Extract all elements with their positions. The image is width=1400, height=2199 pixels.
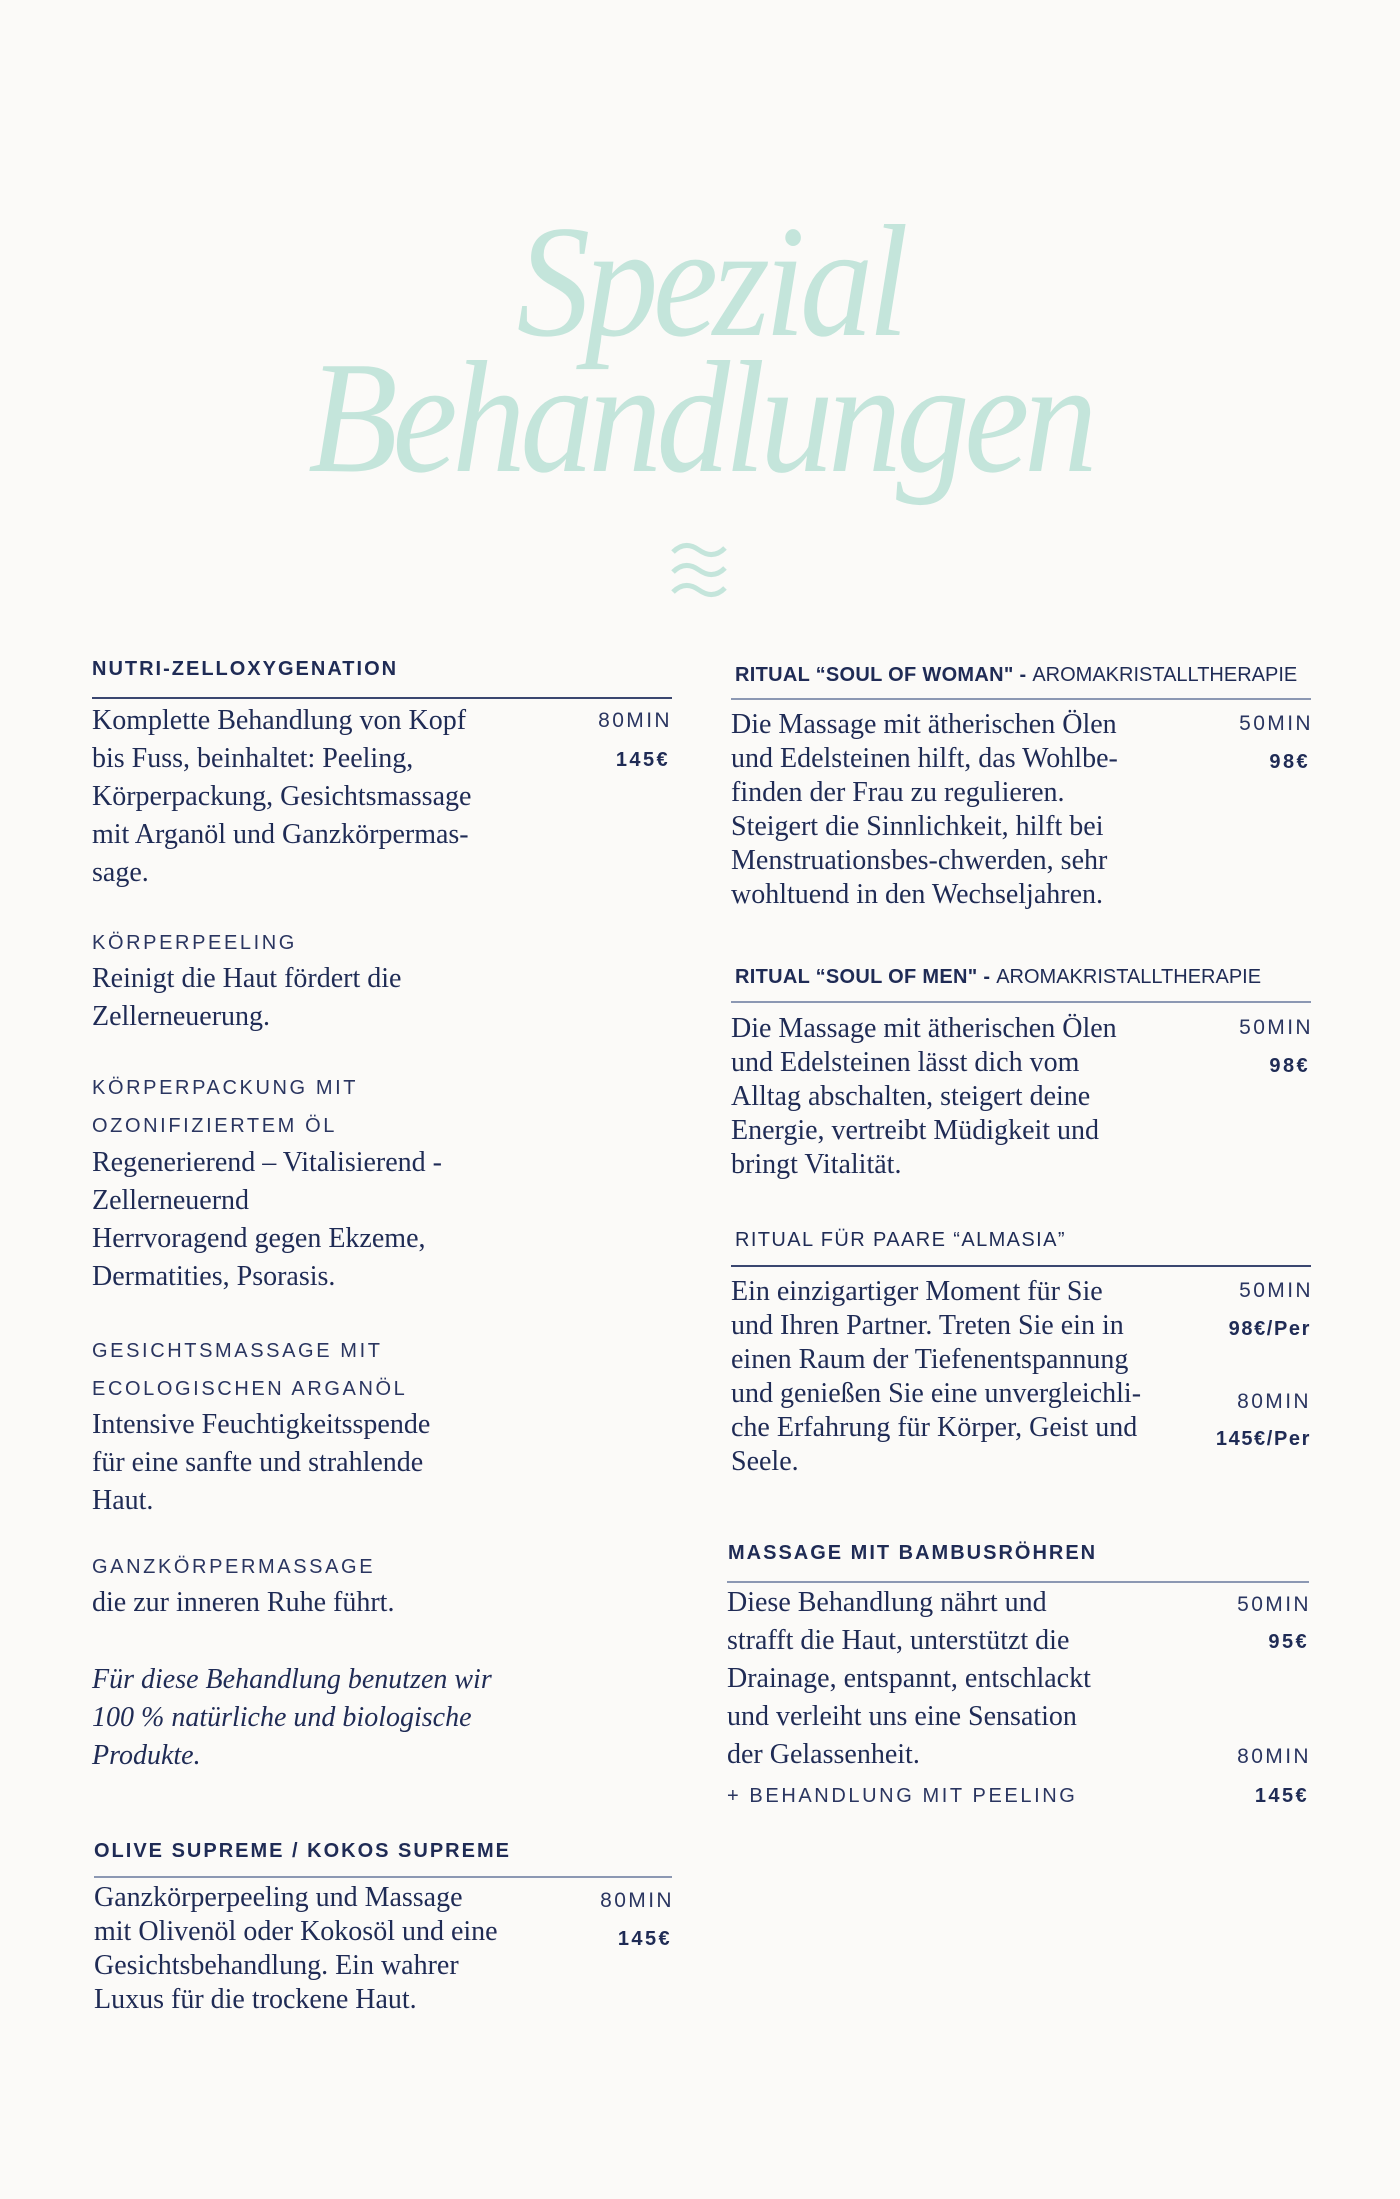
subheading-ganzkoerpermassage bbox=[92, 1548, 375, 1586]
text-line: mit Olivenöl oder Kokosöl und eine bbox=[94, 1916, 498, 1947]
text-line: Die Massage mit ätherischen Ölen bbox=[731, 1013, 1117, 1044]
soul-of-woman-description bbox=[731, 708, 1118, 912]
duration: 50MIN bbox=[1239, 1279, 1313, 1302]
text-line: Alltag abschalten, steigert deine bbox=[731, 1081, 1091, 1112]
text-line: einen Raum der Tiefenentspannung bbox=[731, 1344, 1129, 1375]
price: 98€/Per bbox=[1228, 1318, 1311, 1340]
text-line: sage. bbox=[92, 857, 149, 888]
subheading-line: KÖRPERPACKUNG MIT bbox=[92, 1077, 359, 1099]
section-heading-soul-of-woman bbox=[735, 664, 1297, 687]
heading-bold-part: RITUAL “SOUL OF WOMAN" - bbox=[735, 664, 1033, 686]
heading-bold-part: RITUAL “SOUL OF MEN" - bbox=[735, 966, 997, 988]
divider bbox=[94, 1876, 672, 1878]
price: 145€ bbox=[617, 1928, 672, 1950]
text-line: Reinigt die Haut fördert die bbox=[92, 963, 402, 994]
addon-line: + BEHANDLUNG MIT PEELING bbox=[727, 1785, 1078, 1807]
text-line: Ein einzigartiger Moment für Sie bbox=[731, 1276, 1103, 1307]
text-line: Luxus für die trockene Haut. bbox=[94, 1984, 417, 2015]
text-line: und Edelsteinen hilft, das Wohlbe- bbox=[731, 743, 1118, 774]
text-line: Regenerierend – Vitalisierend - bbox=[92, 1147, 442, 1178]
price: 145€ bbox=[1254, 1785, 1309, 1807]
subheading-line: GESICHTSMASSAGE MIT bbox=[92, 1340, 383, 1362]
text-line: für eine sanfte und strahlende bbox=[92, 1447, 424, 1478]
text-line: Die Massage mit ätherischen Ölen bbox=[731, 709, 1117, 740]
heading-light-part: AROMAKRISTALLTHERAPIE bbox=[1032, 664, 1298, 686]
subheading-line: GANZKÖRPERMASSAGE bbox=[92, 1556, 376, 1578]
text-line: strafft die Haut, unterstützt die bbox=[727, 1625, 1070, 1656]
section-heading-nutri: NUTRI-ZELLOXYGENATION bbox=[92, 658, 399, 680]
bambus-peeling-addon bbox=[727, 1777, 1077, 1815]
text-line: Haut. bbox=[92, 1485, 154, 1516]
text-line: Intensive Feuchtigkeitsspende bbox=[92, 1409, 431, 1440]
text-line: 100 % natürliche und biologische bbox=[92, 1702, 472, 1733]
divider bbox=[731, 1265, 1311, 1267]
price: 145€ bbox=[615, 749, 670, 771]
duration: 80MIN bbox=[1237, 1390, 1311, 1413]
waves-icon bbox=[670, 540, 728, 598]
olive-description bbox=[94, 1881, 498, 2017]
price: 145€/Per bbox=[1215, 1428, 1311, 1450]
duration: 80MIN bbox=[1237, 1745, 1311, 1768]
text-line: Menstruationsbes-chwerden, sehr bbox=[731, 845, 1108, 876]
subheading-line: ECOLOGISCHEN ARGANÖL bbox=[92, 1378, 408, 1400]
text-line: und genießen Sie eine unvergleichli- bbox=[731, 1378, 1142, 1409]
ganzkoerpermassage-text bbox=[92, 1584, 394, 1622]
bambus-description bbox=[727, 1584, 1091, 1774]
text-line: bis Fuss, beinhaltet: Peeling, bbox=[92, 743, 414, 774]
divider bbox=[727, 1581, 1309, 1583]
text-line: Zellerneuerung. bbox=[92, 1001, 271, 1032]
text-line: und Edelsteinen lässt dich vom bbox=[731, 1047, 1080, 1078]
price: 98€ bbox=[1269, 751, 1310, 773]
text-line: und Ihren Partner. Treten Sie ein in bbox=[731, 1310, 1124, 1341]
text-line: che Erfahrung für Körper, Geist und bbox=[731, 1412, 1138, 1443]
text-line: Ganzkörperpeeling und Massage bbox=[94, 1882, 463, 1913]
almasia-description bbox=[731, 1275, 1141, 1479]
subheading-koerperpackung bbox=[92, 1069, 358, 1145]
duration: 50MIN bbox=[1239, 712, 1313, 735]
text-line: finden der Frau zu regulieren. bbox=[731, 777, 1065, 808]
heading-light-part: AROMAKRISTALLTHERAPIE bbox=[996, 966, 1262, 988]
section-heading-bambus: MASSAGE MIT BAMBUSRÖHREN bbox=[728, 1542, 1098, 1564]
text-line: Herrvoragend gegen Ekzeme, bbox=[92, 1223, 426, 1254]
price: 95€ bbox=[1268, 1631, 1309, 1653]
text-line: Energie, vertreibt Müdigkeit und bbox=[731, 1115, 1100, 1146]
text-line: und verleiht uns eine Sensation bbox=[727, 1701, 1077, 1732]
subheading-gesichtsmassage bbox=[92, 1332, 407, 1408]
text-line: Körperpackung, Gesichtsmassage bbox=[92, 781, 472, 812]
text-line: der Gelassenheit. bbox=[727, 1739, 920, 1770]
subheading-line: KÖRPERPEELING bbox=[92, 932, 297, 954]
text-line: Komplette Behandlung von Kopf bbox=[92, 705, 467, 736]
text-line: Drainage, entspannt, entschlackt bbox=[727, 1663, 1091, 1694]
soul-of-men-description bbox=[731, 1012, 1117, 1182]
nutri-description bbox=[92, 702, 471, 892]
section-heading-olive: OLIVE SUPREME / KOKOS SUPREME bbox=[94, 1840, 511, 1862]
text-line: Steigert die Sinnlichkeit, hilft bei bbox=[731, 811, 1104, 842]
gesichtsmassage-text bbox=[92, 1406, 430, 1520]
page-title-line-2: Behandlungen bbox=[307, 328, 1093, 506]
divider bbox=[92, 697, 672, 699]
text-line: Diese Behandlung nährt und bbox=[727, 1587, 1047, 1618]
text-line: Dermatities, Psorasis. bbox=[92, 1261, 336, 1292]
text-line: Seele. bbox=[731, 1446, 799, 1477]
duration: 80MIN bbox=[600, 1889, 674, 1912]
duration: 50MIN bbox=[1237, 1593, 1311, 1616]
subheading-line: OZONIFIZIERTEM ÖL bbox=[92, 1115, 337, 1137]
text-line: Für diese Behandlung benutzen wir bbox=[92, 1664, 492, 1695]
page-title-line-1: Spezial bbox=[516, 192, 904, 370]
text-line: bringt Vitalität. bbox=[731, 1149, 902, 1180]
organic-note bbox=[92, 1661, 492, 1775]
text-line: wohltuend in den Wechseljahren. bbox=[731, 879, 1104, 910]
text-line: Produkte. bbox=[92, 1740, 201, 1771]
text-line: mit Arganöl und Ganzkörpermas- bbox=[92, 819, 469, 850]
divider bbox=[731, 698, 1311, 700]
duration: 80MIN bbox=[598, 709, 672, 732]
text-line: Zellerneuernd bbox=[92, 1185, 250, 1216]
subheading-koerperpeeling bbox=[92, 924, 297, 962]
price: 98€ bbox=[1269, 1055, 1310, 1077]
text-line: die zur inneren Ruhe führt. bbox=[92, 1587, 395, 1618]
text-line: Gesichtsbehandlung. Ein wahrer bbox=[94, 1950, 459, 1981]
section-heading-almasia: RITUAL FÜR PAARE “ALMASIA” bbox=[735, 1229, 1066, 1251]
section-heading-soul-of-men bbox=[735, 966, 1261, 989]
koerperpackung-text bbox=[92, 1144, 442, 1296]
duration: 50MIN bbox=[1239, 1016, 1313, 1039]
koerperpeeling-text bbox=[92, 960, 401, 1036]
divider bbox=[731, 1001, 1311, 1003]
